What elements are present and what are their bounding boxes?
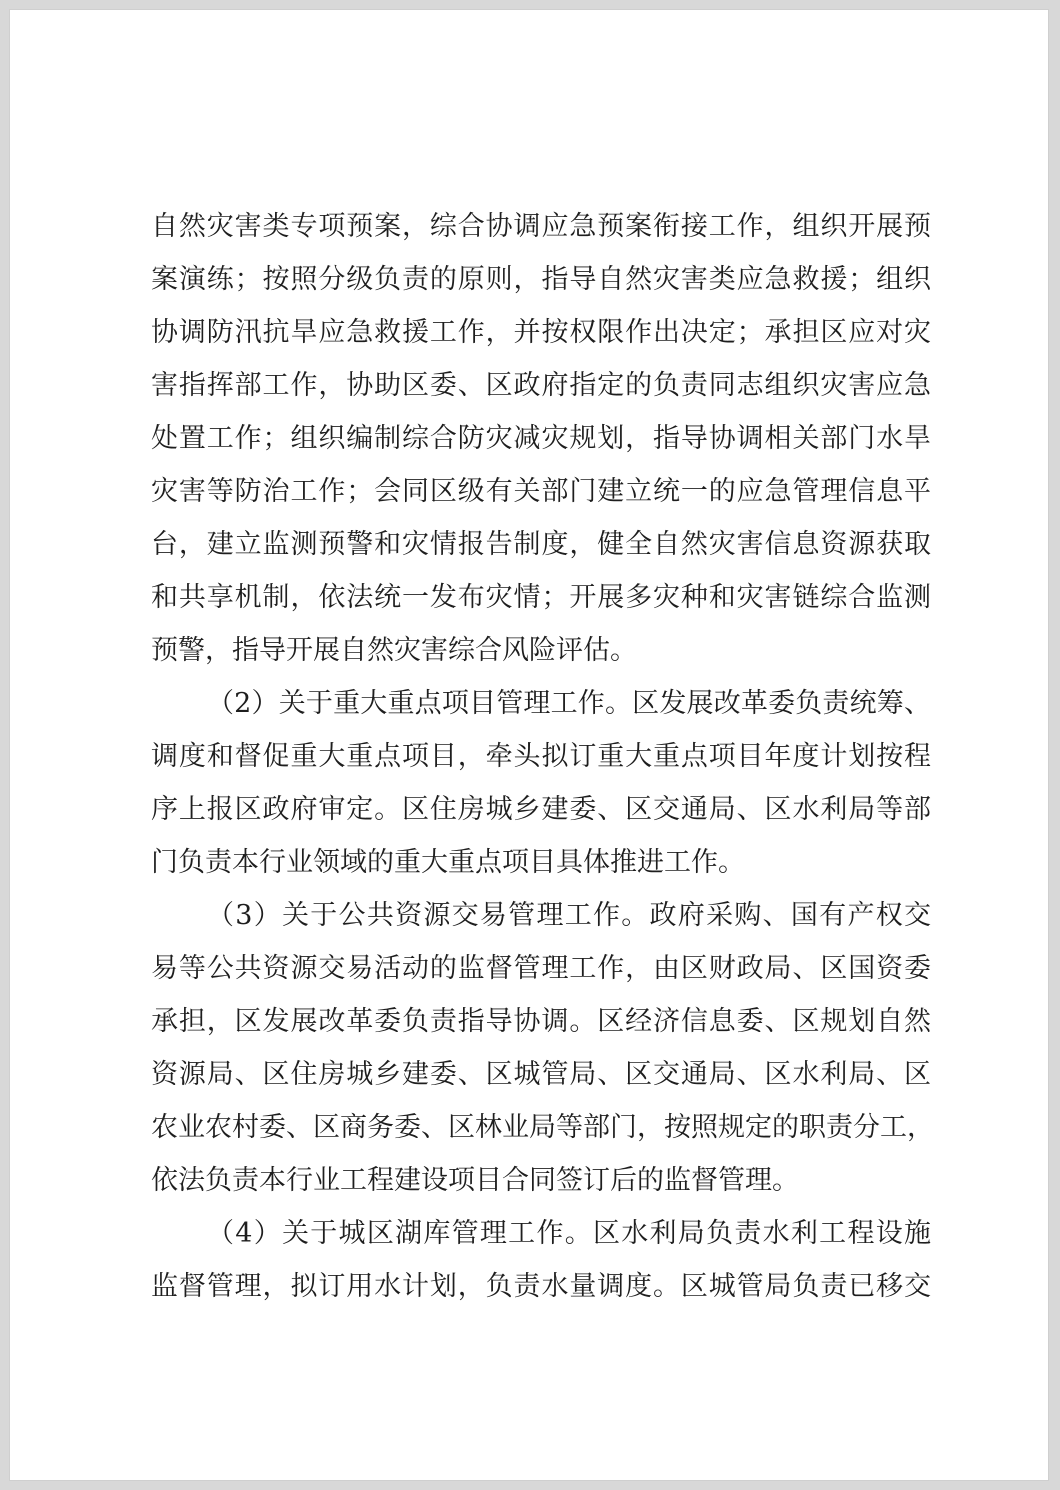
text-line: 台，建立监测预警和灾情报告制度，健全自然灾害信息资源获取 <box>151 529 931 560</box>
text-line: 处置工作；组织编制综合防灾减灾规划，指导协调相关部门水旱 <box>151 423 931 454</box>
text-line: 和共享机制，依法统一发布灾情；开展多灾种和灾害链综合监测 <box>151 582 931 613</box>
text-line: 调度和督促重大重点项目，牵头拟订重大重点项目年度计划按程 <box>151 741 931 772</box>
text-line: 资源局、区住房城乡建委、区城管局、区交通局、区水利局、区 <box>151 1059 931 1090</box>
text-line: 灾害等防治工作；会同区级有关部门建立统一的应急管理信息平 <box>151 476 931 507</box>
text-line: 易等公共资源交易活动的监督管理工作，由区财政局、区国资委 <box>151 953 931 984</box>
document-body <box>151 200 934 1313</box>
text-line: 门负责本行业领域的重大重点项目具体推进工作。 <box>151 847 745 878</box>
text-line: 案演练；按照分级负责的原则，指导自然灾害类应急救援；组织 <box>151 264 931 295</box>
text-line: 农业农村委、区商务委、区林业局等部门，按照规定的职责分工， <box>151 1112 934 1143</box>
paragraph-2-heading-line: （2）关于重大重点项目管理工作。区发展改革委负责统筹、 <box>207 688 931 719</box>
text-line: 预警，指导开展自然灾害综合风险评估。 <box>151 635 637 666</box>
text-line: 序上报区政府审定。区住房城乡建委、区交通局、区水利局等部 <box>151 794 931 825</box>
text-line: 自然灾害类专项预案，综合协调应急预案衔接工作，组织开展预 <box>151 211 931 242</box>
document-page <box>10 10 1048 1480</box>
paragraph-3-heading-line: （3）关于公共资源交易管理工作。政府采购、国有产权交 <box>207 900 931 931</box>
text-line: 害指挥部工作，协助区委、区政府指定的负责同志组织灾害应急 <box>151 370 931 401</box>
text-line: 监督管理，拟订用水计划，负责水量调度。区城管局负责已移交 <box>151 1271 931 1302</box>
paragraph-4-heading-line: （4）关于城区湖库管理工作。区水利局负责水利工程设施 <box>207 1218 931 1249</box>
text-line: 承担，区发展改革委负责指导协调。区经济信息委、区规划自然 <box>151 1006 931 1037</box>
text-line: 协调防汛抗旱应急救援工作，并按权限作出决定；承担区应对灾 <box>151 317 931 348</box>
text-line: 依法负责本行业工程建设项目合同签订后的监督管理。 <box>151 1165 799 1196</box>
